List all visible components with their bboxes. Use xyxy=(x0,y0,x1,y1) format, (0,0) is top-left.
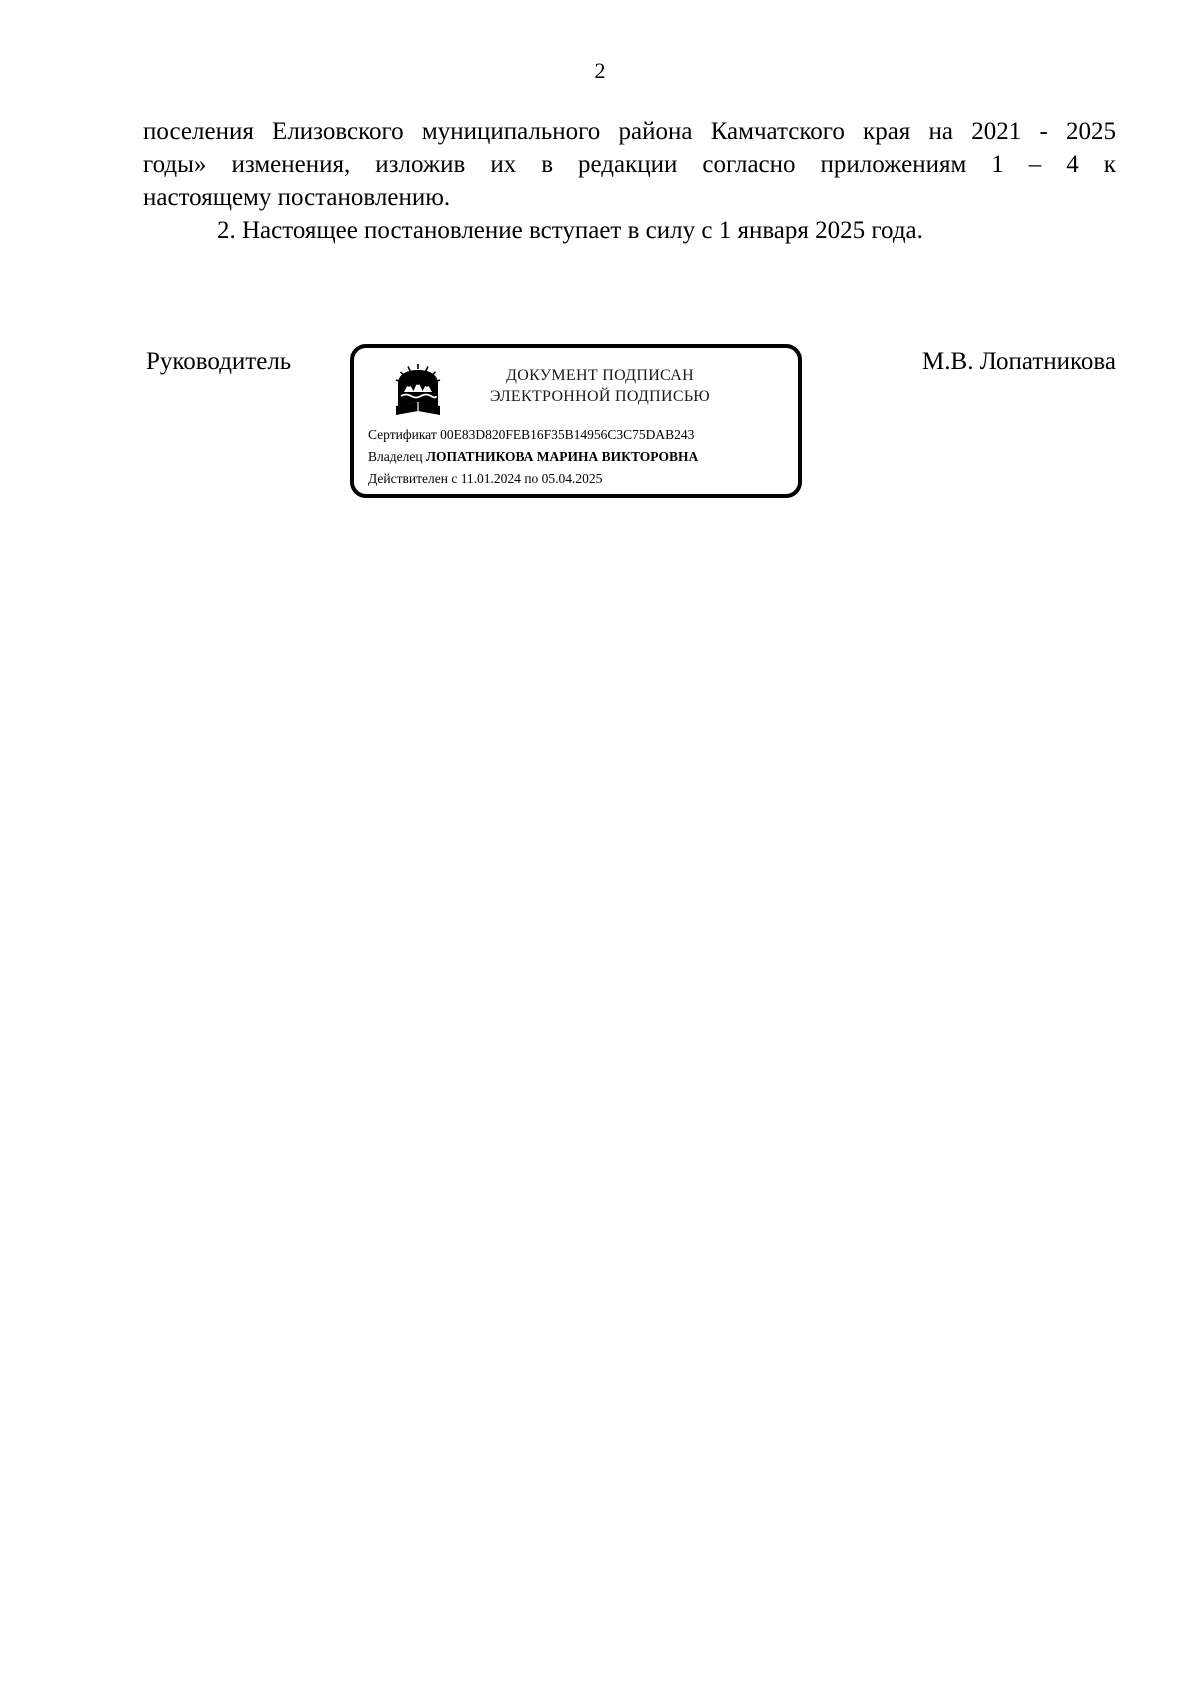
validity-from: 11.01.2024 xyxy=(460,471,521,486)
stamp-validity-row xyxy=(368,470,602,488)
body-word: – xyxy=(1028,151,1042,178)
stamp-heading-line-2: ЭЛЕКТРОННОЙ ПОДПИСЬЮ xyxy=(489,388,711,405)
body-word: приложениям xyxy=(820,151,967,178)
body-word: 2021 xyxy=(971,118,1022,145)
stamp-heading xyxy=(450,365,750,407)
body-word: к xyxy=(1103,151,1116,178)
body-word: Камчатского xyxy=(710,118,845,145)
electronic-signature-stamp xyxy=(350,344,802,498)
body-word: их xyxy=(490,151,517,178)
validity-to-prefix: по xyxy=(524,471,539,486)
document-body xyxy=(143,115,1116,247)
certificate-value: 00E83D820FEB16F35B14956C3C75DAB243 xyxy=(440,427,695,442)
body-word: на xyxy=(928,118,953,145)
paragraph-1 xyxy=(143,115,1116,214)
page-number: 2 xyxy=(594,58,606,83)
paragraph-1-line-1 xyxy=(143,115,1116,148)
body-word: изменения, xyxy=(231,151,351,178)
body-word: края xyxy=(863,118,911,145)
body-word: - xyxy=(1039,118,1048,145)
body-word: годы» xyxy=(143,151,207,178)
body-word: района xyxy=(618,118,693,145)
stamp-heading-line-1: ДОКУМЕНТ ПОДПИСАН xyxy=(506,367,694,384)
body-word: поселения xyxy=(143,118,254,145)
body-word: редакции xyxy=(578,151,678,178)
validity-from-prefix: с xyxy=(451,471,458,486)
paragraph-1-line-3-text: настоящему постановлению. xyxy=(143,184,451,211)
body-word: 1 xyxy=(991,151,1004,178)
body-word: 2025 xyxy=(1065,118,1116,145)
body-word: согласно xyxy=(702,151,796,178)
certificate-label: Сертификат xyxy=(368,427,437,442)
body-word: муниципального xyxy=(421,118,601,145)
validity-label: Действителен xyxy=(368,471,448,486)
stamp-certificate-row xyxy=(368,426,694,444)
body-word: изложив xyxy=(375,151,466,178)
body-word: Елизовского xyxy=(272,118,404,145)
coat-of-arms-icon xyxy=(390,362,446,418)
stamp-owner-row xyxy=(368,448,698,466)
body-word: 4 xyxy=(1066,151,1079,178)
body-word: в xyxy=(541,151,554,178)
paragraph-2: 2. Настоящее постановление вступает в силу с 1 января 2025 года. xyxy=(217,217,923,244)
owner-value: ЛОПАТНИКОВА МАРИНА ВИКТОРОВНА xyxy=(425,449,699,464)
signer-name: М.В. Лопатникова xyxy=(922,348,1116,375)
validity-to: 05.04.2025 xyxy=(541,471,603,486)
signer-position: Руководитель xyxy=(146,348,292,375)
owner-label: Владелец xyxy=(368,449,423,464)
paragraph-1-line-2 xyxy=(143,148,1116,181)
paragraph-1-line-3 xyxy=(143,181,1116,214)
